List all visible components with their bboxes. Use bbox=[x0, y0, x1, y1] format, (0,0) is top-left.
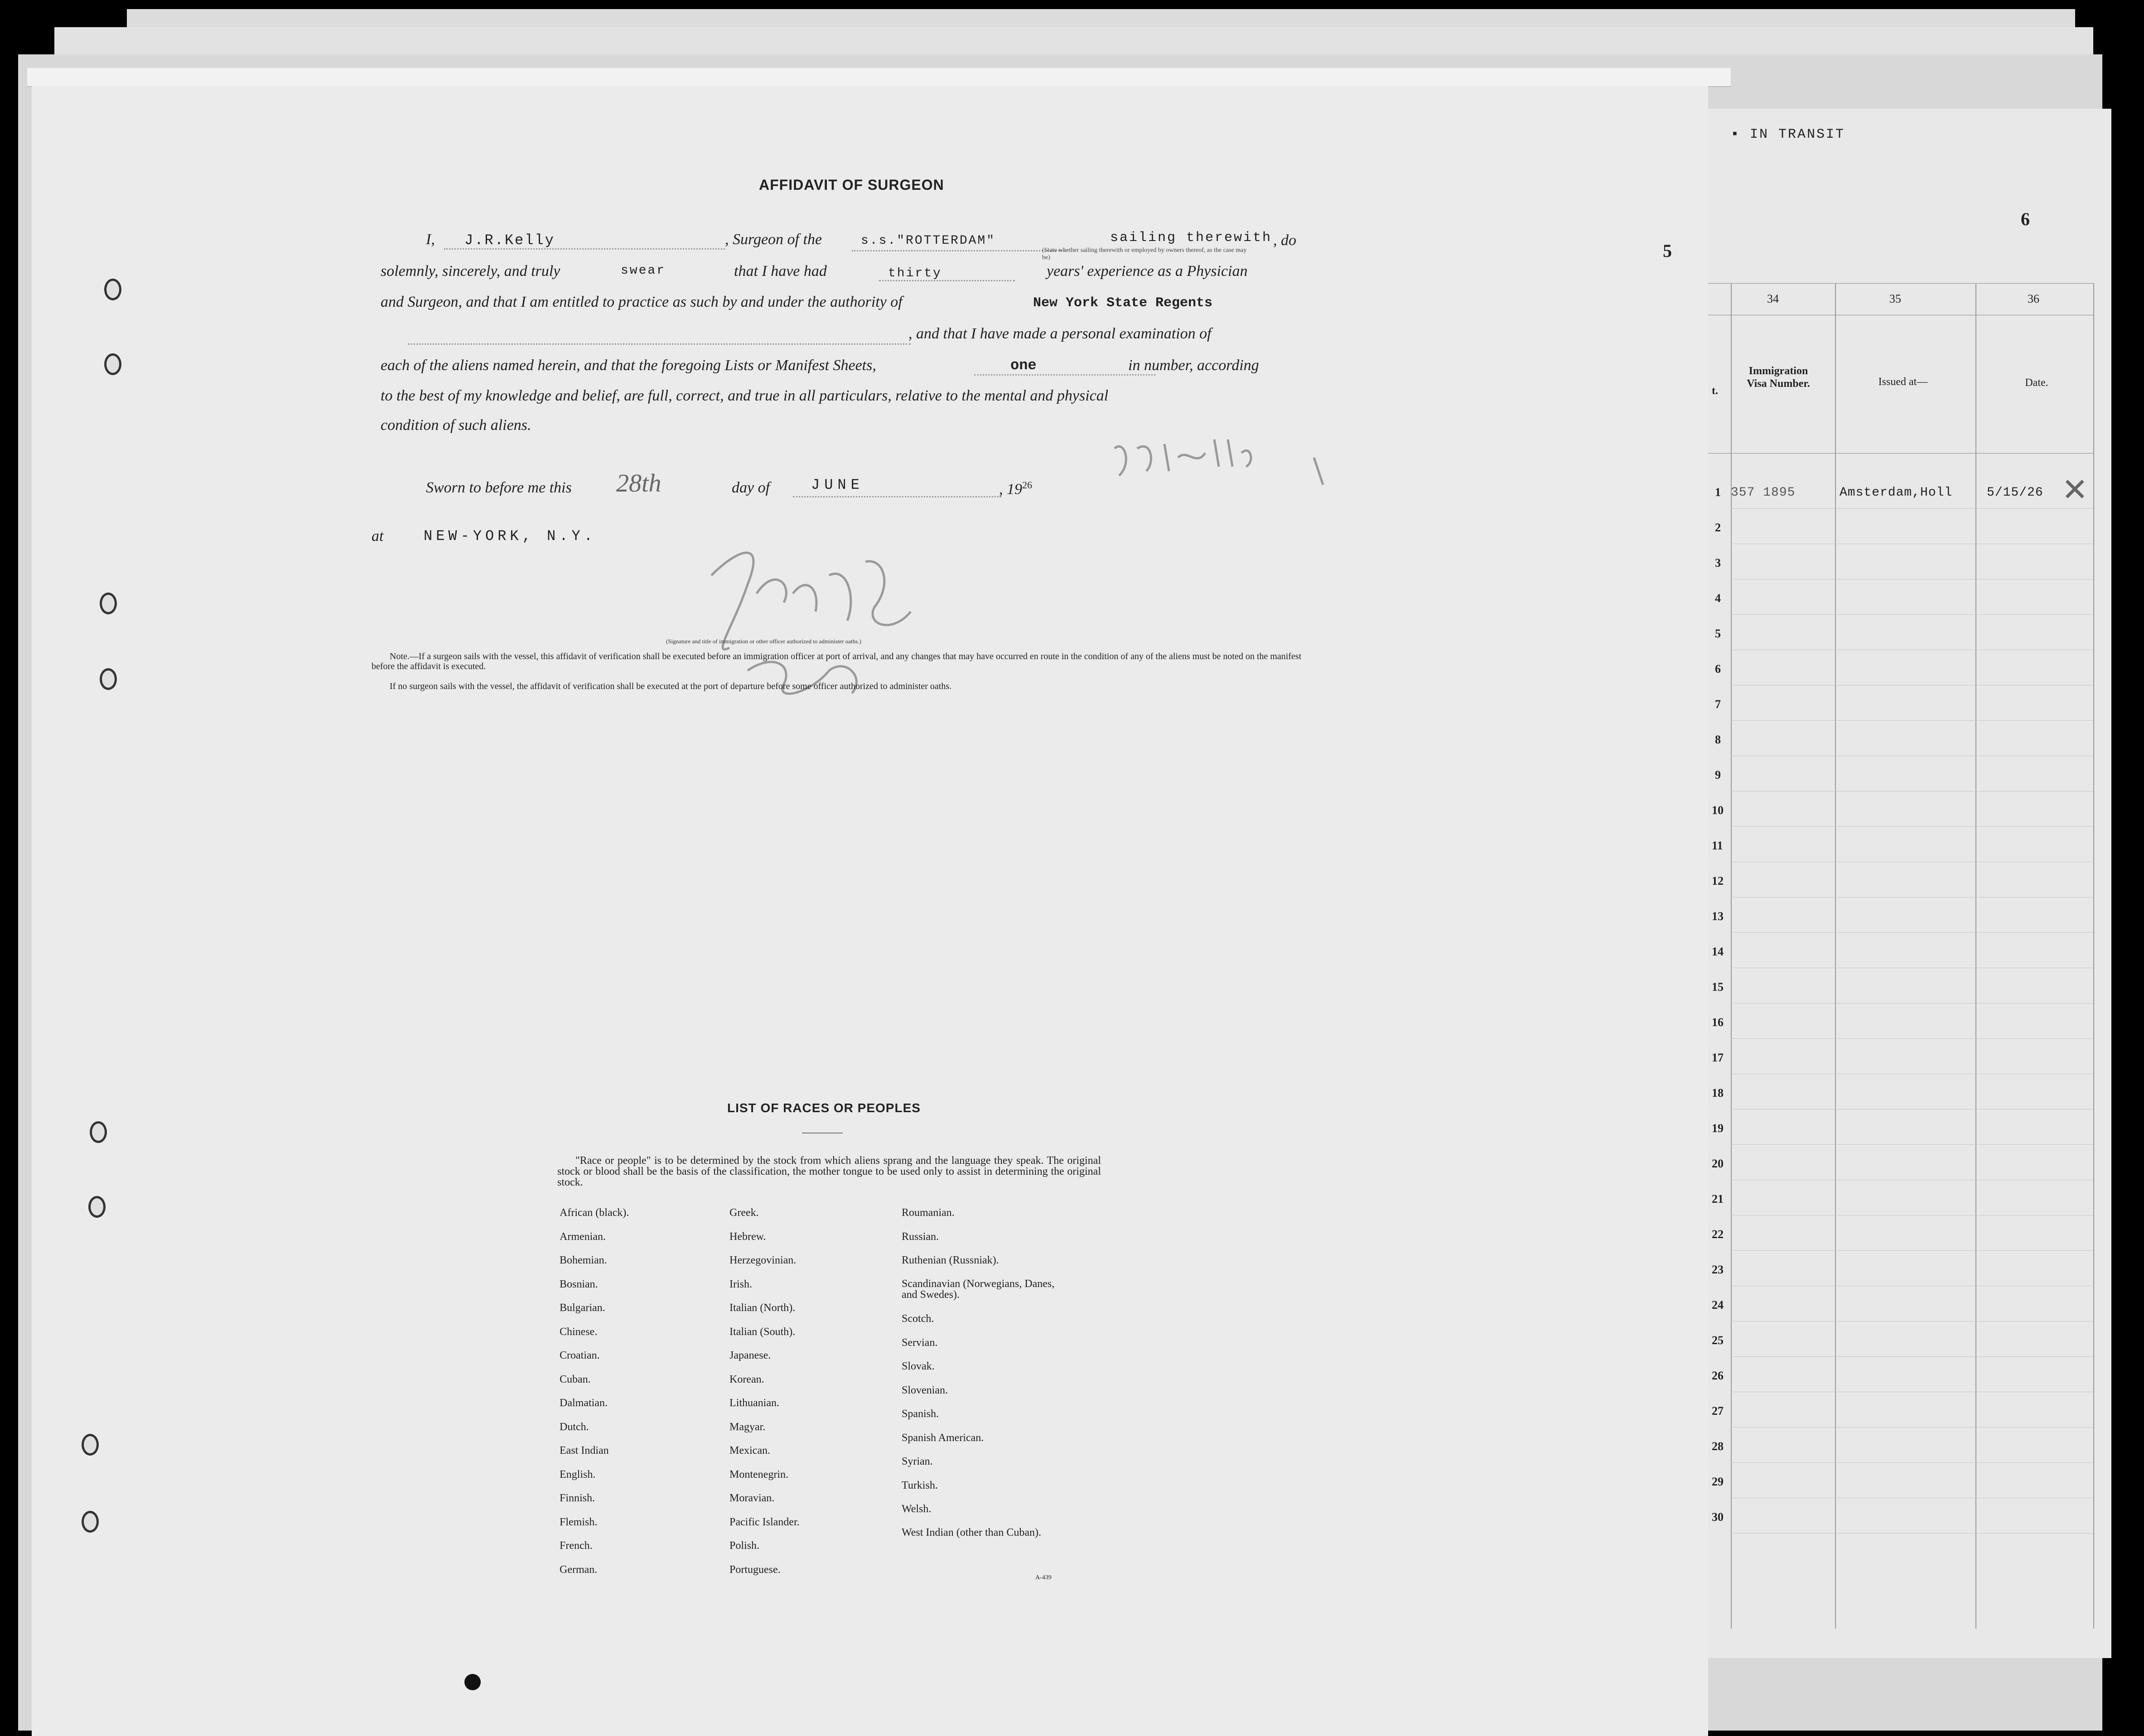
oath-word: swear bbox=[621, 264, 666, 278]
col-number-34: 34 bbox=[1767, 292, 1779, 305]
sworn-day: 28th bbox=[616, 469, 662, 497]
vessel-name: s.s."ROTTERDAM" bbox=[861, 234, 996, 248]
ink-dot bbox=[464, 1674, 481, 1690]
row-rule bbox=[1731, 1038, 2093, 1039]
race-item: Polish. bbox=[729, 1540, 760, 1552]
col-divider-4 bbox=[2093, 283, 2094, 1629]
punch-hole bbox=[104, 279, 121, 300]
row-number: 13 bbox=[1712, 910, 1724, 923]
race-item: Dalmatian. bbox=[560, 1397, 608, 1409]
partial-header: t. bbox=[1712, 385, 1718, 397]
row-number: 9 bbox=[1715, 768, 1721, 781]
race-item: English. bbox=[560, 1468, 596, 1480]
race-item: Italian (North). bbox=[729, 1302, 796, 1314]
affidavit-sheet bbox=[32, 86, 1708, 1736]
race-item: Roumanian. bbox=[902, 1207, 955, 1219]
race-item: Mexican. bbox=[729, 1445, 770, 1456]
row-rule bbox=[1731, 508, 2093, 509]
line5-suffix: in number, according bbox=[1128, 357, 1259, 374]
row-number: 12 bbox=[1712, 874, 1724, 887]
race-item: Slovak. bbox=[902, 1360, 935, 1372]
sworn-prefix: Sworn to before me this bbox=[426, 479, 572, 496]
month-line bbox=[793, 496, 1001, 497]
row-number: 7 bbox=[1715, 698, 1721, 711]
punch-hole bbox=[88, 1196, 106, 1218]
page-number-5: 5 bbox=[1663, 241, 1672, 261]
authority-cont-line bbox=[408, 343, 911, 345]
col-header-issued-at: Issued at— bbox=[1878, 376, 1928, 388]
row-number: 20 bbox=[1712, 1157, 1724, 1170]
race-item: Syrian. bbox=[902, 1456, 933, 1467]
race-item: Ruthenian (Russniak). bbox=[902, 1254, 999, 1266]
surgeon-of-the: , Surgeon of the bbox=[725, 231, 822, 248]
surgeon-name: J.R.Kelly bbox=[464, 232, 555, 249]
punch-hole bbox=[104, 353, 121, 375]
row-rule bbox=[1731, 1356, 2093, 1357]
officer-signature bbox=[657, 521, 974, 729]
race-item: Herzegovinian. bbox=[729, 1254, 797, 1266]
race-item: Irish. bbox=[729, 1278, 752, 1290]
race-item: French. bbox=[560, 1540, 593, 1552]
punch-hole bbox=[82, 1434, 99, 1456]
row-number: 15 bbox=[1712, 980, 1724, 993]
authority: New York State Regents bbox=[1033, 295, 1213, 311]
row-number: 10 bbox=[1712, 804, 1724, 817]
line1-prefix: I, bbox=[426, 231, 435, 248]
row-number: 19 bbox=[1712, 1122, 1724, 1135]
sworn-month: JUNE bbox=[811, 477, 864, 493]
line6: to the best of my knowledge and belief, are full, correct, and true in all particulars, relative to the mental and physical bbox=[381, 387, 1109, 404]
row-rule bbox=[1731, 1462, 2093, 1463]
row-rule bbox=[1731, 720, 2093, 721]
row-number: 16 bbox=[1712, 1016, 1724, 1029]
race-item: Flemish. bbox=[560, 1516, 598, 1528]
sheets-count: one bbox=[1010, 357, 1037, 374]
race-item: African (black). bbox=[560, 1207, 629, 1219]
check-mark: ✕ bbox=[2062, 473, 2088, 508]
race-item: Croatian. bbox=[560, 1350, 600, 1361]
race-item: Armenian. bbox=[560, 1230, 606, 1243]
line4: , and that I have made a personal examination of bbox=[908, 325, 1212, 342]
race-item: Moravian. bbox=[729, 1492, 775, 1504]
race-item: Portuguese. bbox=[729, 1563, 781, 1576]
row-number: 29 bbox=[1712, 1475, 1724, 1488]
row-number: 23 bbox=[1712, 1263, 1724, 1276]
race-item: Slovenian. bbox=[902, 1384, 948, 1396]
race-item: Finnish. bbox=[560, 1492, 595, 1504]
races-intro: "Race or people" is to be determined by the stock from which aliens sprang and the language they speak. The original stock or blood shall be the basis of the classification, the mother tongue to be used only to assist in determining the original stock. bbox=[557, 1155, 1101, 1188]
race-item: Turkish. bbox=[902, 1479, 938, 1491]
row-number: 4 bbox=[1715, 592, 1721, 605]
race-item: Pacific Islander. bbox=[729, 1516, 800, 1528]
col-number-35: 35 bbox=[1889, 292, 1901, 305]
race-item: Lithuanian. bbox=[729, 1397, 779, 1409]
race-item: Hebrew. bbox=[729, 1230, 766, 1243]
line2-suffix: years' experience as a Physician bbox=[1047, 263, 1248, 280]
affidavit-title: AFFIDAVIT OF SURGEON bbox=[759, 177, 944, 193]
state-note: (State whether sailing therewith or employed by owners thereof, as the case may be) bbox=[1042, 247, 1247, 261]
officer-caption: (Signature and title of immigration or other officer authorized to administer oaths.) bbox=[666, 638, 861, 645]
place: NEW-YORK, N.Y. bbox=[424, 528, 596, 545]
row-number: 27 bbox=[1712, 1404, 1724, 1418]
note-2: If no surgeon sails with the vessel, the affidavit of verification shall be executed at the port of departure before some officer authorized to administer oaths. bbox=[390, 681, 952, 691]
at-label: at bbox=[372, 528, 384, 545]
col-header-visa: Immigration Visa Number. bbox=[1747, 365, 1810, 390]
race-item: Montenegrin. bbox=[729, 1468, 788, 1480]
race-item: Bohemian. bbox=[560, 1254, 607, 1266]
line1-do: , do bbox=[1273, 232, 1296, 249]
back-sheet-edge bbox=[27, 68, 1731, 87]
sworn-year: , $19^{26}$ bbox=[999, 479, 1032, 498]
race-item: German. bbox=[560, 1563, 598, 1576]
line5-prefix: each of the aliens named herein, and that the foregoing Lists or Manifest Sheets, bbox=[381, 357, 876, 374]
years-value: thirty bbox=[888, 266, 942, 280]
row-number: 17 bbox=[1712, 1051, 1724, 1064]
sailing-status: sailing therewith bbox=[1110, 230, 1272, 246]
in-transit-stamp: ▪ IN TRANSIT bbox=[1731, 127, 1845, 142]
row-rule bbox=[1731, 826, 2093, 827]
row-rule bbox=[1731, 1250, 2093, 1251]
line2-prefix: solemnly, sincerely, and truly bbox=[381, 263, 560, 280]
surgeon-signature bbox=[1096, 421, 1346, 489]
race-item: Chinese. bbox=[560, 1326, 598, 1338]
header-top-rule bbox=[1704, 283, 2093, 284]
row-number: 30 bbox=[1712, 1510, 1724, 1524]
race-item: Korean. bbox=[729, 1373, 764, 1385]
row-rule bbox=[1731, 1144, 2093, 1145]
row-number: 11 bbox=[1712, 839, 1723, 852]
race-item: West Indian (other than Cuban). bbox=[902, 1526, 1041, 1538]
note-1: Note.—If a surgeon sails with the vessel, this affidavit of verification shall be executed before an immigration officer at port of arrival, and any changes that may have occurred en route in the condition of any of the aliens must be noted on the manifest before the affidavit is executed. bbox=[372, 651, 1302, 671]
row-number: 1 bbox=[1715, 486, 1721, 499]
race-item: Japanese. bbox=[729, 1350, 771, 1361]
race-item: Scotch. bbox=[902, 1313, 934, 1325]
sheets-line bbox=[974, 374, 1155, 376]
row-number: 3 bbox=[1715, 556, 1721, 569]
row1-date: 5/15/26 bbox=[1987, 486, 2043, 500]
punch-hole bbox=[100, 668, 117, 690]
race-item: Spanish. bbox=[902, 1408, 939, 1420]
col-number-36: 36 bbox=[2028, 292, 2039, 305]
race-item: Spanish American. bbox=[902, 1432, 984, 1444]
race-item: Servian. bbox=[902, 1336, 938, 1349]
row-number: 24 bbox=[1712, 1298, 1724, 1312]
race-item: Welsh. bbox=[902, 1503, 932, 1515]
form-code: A-439 bbox=[1035, 1574, 1052, 1581]
row-number: 6 bbox=[1715, 662, 1721, 675]
race-item: Russian. bbox=[902, 1230, 939, 1243]
punch-hole bbox=[90, 1121, 107, 1143]
race-item: Magyar. bbox=[729, 1421, 766, 1433]
races-title: LIST OF RACES OR PEOPLES bbox=[727, 1101, 921, 1115]
race-item: Greek. bbox=[729, 1207, 759, 1219]
race-item: Bulgarian. bbox=[560, 1302, 605, 1314]
row1-visa: 357 1895 bbox=[1731, 486, 1796, 500]
col-header-date: Date. bbox=[2025, 377, 2048, 389]
race-item: Dutch. bbox=[560, 1421, 589, 1433]
row-number: 5 bbox=[1715, 627, 1721, 640]
line3-prefix: and Surgeon, and that I am entitled to practice as such by and under the authority of bbox=[381, 294, 903, 310]
row1-issued-at: Amsterdam,Holl bbox=[1840, 486, 1953, 500]
row-number: 8 bbox=[1715, 733, 1721, 746]
line7: condition of such aliens. bbox=[381, 417, 531, 434]
race-item: Scandinavian (Norwegians, Danes, and Swedes). bbox=[902, 1278, 1055, 1301]
row-number: 28 bbox=[1712, 1440, 1724, 1453]
row-rule bbox=[1731, 614, 2093, 615]
row-number: 14 bbox=[1712, 945, 1724, 958]
manifest-sheet bbox=[1704, 109, 2111, 1658]
race-item: East Indian bbox=[560, 1445, 609, 1456]
line2-mid: that I have had bbox=[734, 263, 827, 280]
row-number: 21 bbox=[1712, 1192, 1724, 1206]
row-number: 2 bbox=[1715, 521, 1721, 534]
punch-hole bbox=[100, 593, 117, 614]
day-of: day of bbox=[732, 479, 770, 496]
row-number: 26 bbox=[1712, 1369, 1724, 1382]
row-number: 25 bbox=[1712, 1334, 1724, 1347]
page-number-6: 6 bbox=[2021, 209, 2030, 229]
vessel-line bbox=[852, 250, 1065, 251]
row-number: 18 bbox=[1712, 1086, 1724, 1099]
row-number: 22 bbox=[1712, 1228, 1724, 1241]
race-item: Italian (South). bbox=[729, 1326, 796, 1338]
row-rule bbox=[1731, 932, 2093, 933]
punch-hole bbox=[82, 1511, 99, 1533]
race-item: Cuban. bbox=[560, 1373, 591, 1385]
race-item: Bosnian. bbox=[560, 1278, 598, 1290]
